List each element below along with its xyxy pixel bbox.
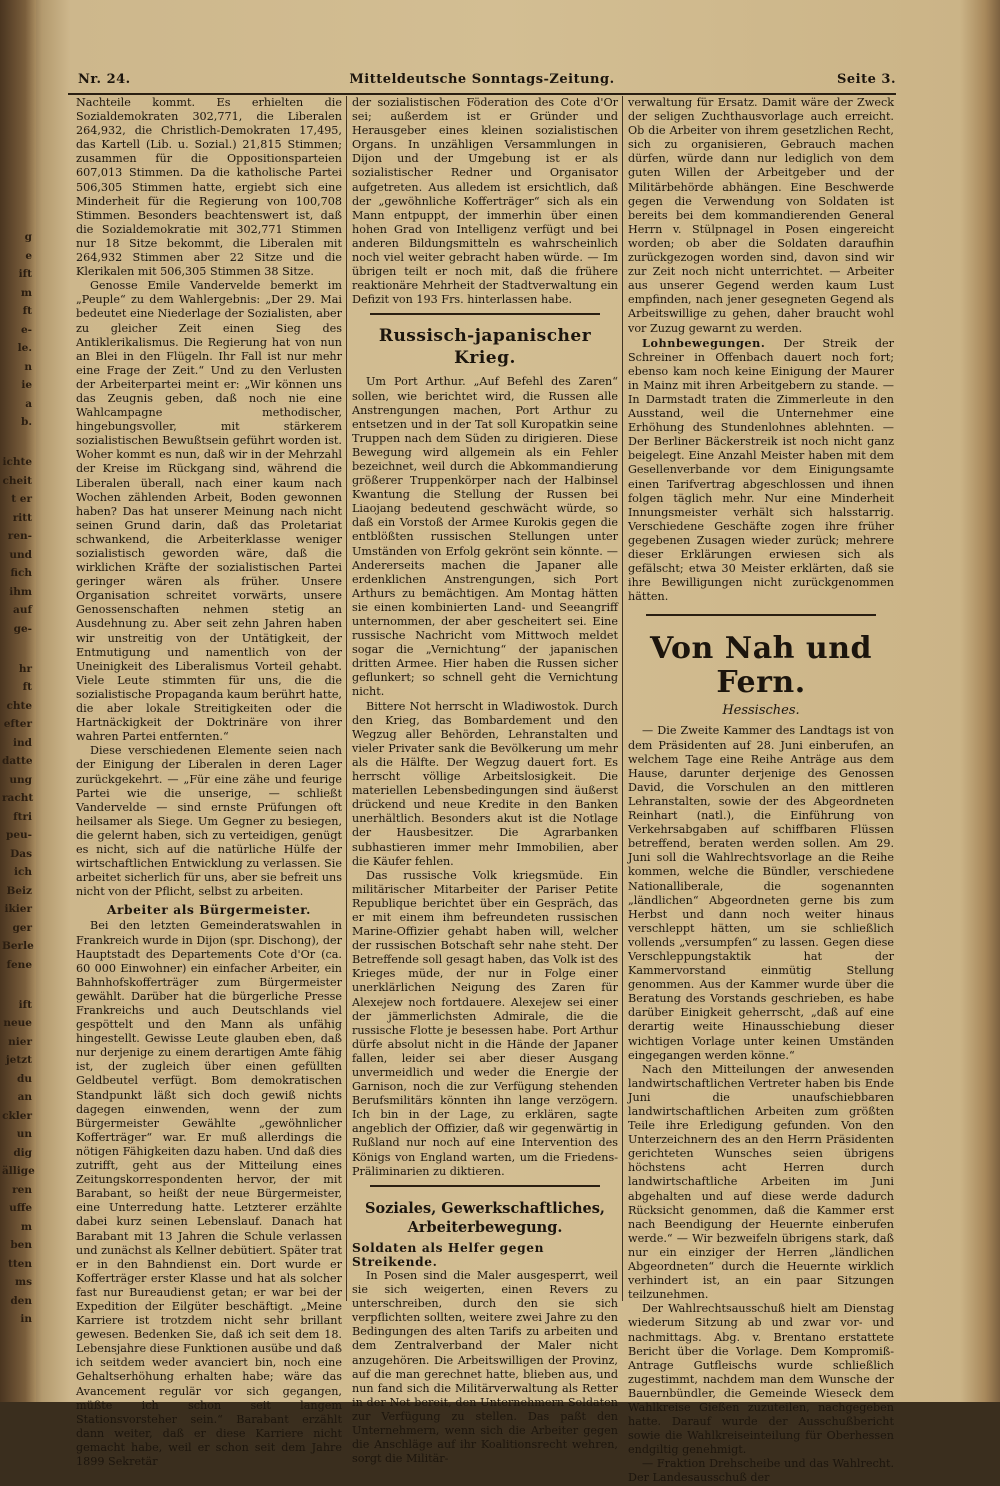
spine-text-fragment: neue <box>3 1017 32 1029</box>
column-1 <box>76 96 342 1468</box>
spine-text-fragment: b. <box>21 416 32 428</box>
spine-text-fragment: ift <box>18 998 32 1011</box>
spine-text-fragment: den <box>10 1294 32 1307</box>
col1-paragraph-3: Diese verschiedenen Elemente seien nach der Einigung der Liberalen in deren Lager zurückgekehrt. — „Für eine zähe und feurige Partei wie die unserige, — schließt Vandervelde — sind ernste Prüfungen oft heilsamer als Siege. Um Gegner zu besiegen, die gelernt haben, sich zu verteidigen, genügt es nicht, sich auf die natürliche Hülfe der wirtschaftlichen Entwicklung zu verlassen. Sie arbeitet sicherlich für uns, aber sie befreit uns nicht von der Pflicht, selbst zu arbeiten. <box>76 744 342 899</box>
spine-text-fragment: ms <box>14 1276 32 1288</box>
spine-text-fragment: ich <box>13 866 32 878</box>
spine-text-fragment: ge- <box>13 622 32 635</box>
spine-text-fragment: ftri <box>13 810 32 823</box>
column-2 <box>352 96 618 1466</box>
spine-text-fragment: un <box>16 1128 32 1140</box>
spine-text-fragment: tten <box>7 1257 32 1270</box>
section-heading-krieg: Russisch-japanischer Krieg. <box>378 326 592 369</box>
col2-paragraph-4: Das russische Volk kriegsmüde. Ein militärischer Mitarbeiter der Pariser Petite Republique berichtet über ein Gespräch, das er mit einem ihm befreundeten russischen Marine-Offizier gehabt haben will, welcher der russischen Botschaft sehr nahe steht. Der Betreffende soll gesagt haben, das Volk ist des Krieges müde, der nur in Folge einer unerklärlichen Neigung des Zaren für Alexejew noch fortdauere. Alexejew sei einer der jämmerlichsten Admirale, die die russische Flotte je besessen habe. Port Arthur dürfe absolut nicht in die Hände der Japaner fallen, leider sei aber dieser Ausgang unvermeidlich und weder die Energie der Garnison, noch die zur Verfügung stehenden Berufsmilitärs könnten ihn lange verzögern. Ich bin in der Lage, zu erklären, sagte angeblich der Offizier, daß wir gegenwärtig in Rußland nur noch auf eine Intervention des Königs von England warten, um die Friedens-Präliminarien zu diktieren. <box>352 868 618 1178</box>
spine-text-fragment: efter <box>3 718 32 730</box>
spine-text-fragment: auf <box>13 604 32 616</box>
subsection-hessisches: Hessisches. <box>722 703 800 719</box>
col2-paragraph-1: der sozialistischen Föderation des Cote d'Or sei; außerdem ist er Gründer und Herausgeber eines kleinen sozialistischen Organs. In unzähligen Versammlungen in Dijon und der Umgebung ist er als sozialistischer Redner und Organisator aufgetreten. Aus alledem ist ersichtlich, daß der „gewöhnliche Kofferträger“ sich als ein Mann entpuppt, der immerhin über einen hohen Grad von Intelligenz verfügt und bei anderen Bildungsmitteln es wahrscheinlich noch viel weiter gebracht haben würde. — Im übrigen teilt er noch mit, daß die frühere reaktionäre Mehrheit der Stadtverwaltung ein Defizit von 193 Frs. hinterlassen habe. <box>352 96 618 307</box>
col2-paragraph-5: In Posen sind die Maler ausgesperrt, weil sie sich weigerten, einen Revers zu unterschreiben, durch den sie sich verpflichten sollten, weitere zwei Jahre zu den Bedingungen des alten Tarifs zu arbeiten und dem Zentralverband der Maler nicht anzugehören. Die Arbeitswilligen der Provinz, auf die man gerechnet hatte, blieben aus, und nun fand sich die Militärverwaltung als Retter in der Not bereit, den Unternehmern Soldaten zur Verfügung zu stellen. Das paßt den Unternehmern, wenn sich die Arbeiter gegen die Anschläge auf ihr Koalitionsrecht wehren, sorgt die Militär- <box>352 1268 618 1466</box>
spine-text-fragment: ällige <box>2 1165 35 1177</box>
spine-text-fragment: an <box>17 1091 32 1103</box>
spine-text-fragment: ft <box>22 681 32 693</box>
spine-text-fragment: ben <box>10 1239 32 1251</box>
col2-paragraph-2: Um Port Arthur. „Auf Befehl des Zaren“ sollen, wie berichtet wird, die Russen alle Anstrengungen machen, Port Arthur zu entsetzen und in der Tat soll Kuropatkin seine Truppen nach dem Süden zu dirigieren. Diese Bewegung wird allgemein als ein Fehler bezeichnet, weil durch die Abkommandierung größerer Truppenkörper nach der Halbinsel Kwantung die Stellung der Russen bei Liaojang bedeutend geschwächt würde, so daß ein Vorstoß der Armee Kurokis gegen die entblößten russischen Stellungen unter Umständen von Erfolg gekrönt sein könnte. — Andererseits machen die Japaner alle erdenklichen Anstrengungen, sich Port Arthurs zu bemächtigen. Am Montag hätten sie einen kombinierten Land- und Seeangriff unternommen, der aber gescheitert sei. Eine russische Nachricht vom Mittwoch meldet sogar die „Vernichtung“ der japanischen dritten Armee. Hier haben die Russen sicher geflunkert; so schnell geht die Vernichtung nicht. <box>352 375 618 699</box>
spine-text-fragment: ritt <box>12 511 32 524</box>
spine-text-fragment: g <box>24 231 32 243</box>
spine-text-fragment: a <box>25 397 32 410</box>
spine-text-fragment: ckler <box>2 1109 32 1122</box>
section-rule <box>370 1185 600 1187</box>
spine-text-fragment: le. <box>17 342 32 354</box>
spine-text-fragment: ichte <box>2 456 32 468</box>
spine-text-fragment: m <box>20 286 32 299</box>
spine-text-fragment: racht <box>2 792 34 804</box>
spine-text-fragment: Beiz <box>6 884 32 897</box>
section-heading-soziales: Soziales, Gewerkschaftliches, Arbeiterbewegung. <box>365 1199 605 1236</box>
section-title-nah-fern: Von Nah und Fern. <box>649 631 872 701</box>
spine-text-fragment: e <box>25 249 32 262</box>
section-rule <box>370 313 600 315</box>
spine-text-fragment: nier <box>8 1035 32 1048</box>
spine-text-fragment: cheit <box>2 474 32 487</box>
spine-text-fragment: ger <box>12 921 32 934</box>
col3-paragraph-6: — Fraktion Drehscheibe und das Wahlrecht. Der Landesausschuß der <box>628 1457 894 1485</box>
spine-text-fragment: datte <box>2 755 33 767</box>
spine-text-fragment: chte <box>6 699 32 712</box>
spine-text-fragment: ind <box>13 736 32 749</box>
spine-text-fragment: t er <box>11 493 32 505</box>
col1-paragraph-2: Genosse Emile Vandervelde bemerkt im „Peuple“ zu dem Wahlergebnis: „Der 29. Mai bedeutet eine Niederlage der Sozialisten, aber zu gleicher Zeit einen Sieg des Antiklerikalismus. Die Regierung hat von nun an Blei in den Flügeln. Ihr Fall ist nur mehr eine Frage der Zeit.“ Und zu den Verlusten der Arbeiterpartei meint er: „Wir können uns das Zeugnis geben, daß noch nie eine Wahlcampagne methodischer, hingebungsvoller, mit stärkerem sozialistischen Bewußtsein geführt worden ist. Woher kommt es nun, daß wir in der Mehrzahl der Kreise im Rückgang sind, während die Liberalen überall, nach einer kaum nach Wochen zählenden Arbeit, Boden gewonnen haben? Das hat unserer Meinung nach nicht seinen Grund darin, daß das Proletariat schwankend, die Arbeiterklasse weniger sozialistisch geworden wäre, daß die wirklichen Kräfte der sozialistischen Partei geringer wären als früher. Unsere Organisation schreitet vorwärts, unsere Genossenschaften nehmen stetig an Ausdehnung zu. Aber seit zehn Jahren haben wir unstreitig von der Untätigkeit, der Entmutigung und namentlich von der Uneinigkeit des Liberalismus Vorteil gehabt. Viele Leute stimmten für uns, die die sozialistische Propaganda kaum berührt hatte, die aber lokale Streitigkeiten oder die Hartnäckigkeit der Doktrinäre von ihrer wahren Partei entfernten.“ <box>76 279 342 744</box>
section-rule <box>646 614 876 616</box>
spine-text-fragment: e- <box>20 323 32 336</box>
col1-paragraph-1: Nachteile kommt. Es erhielten die Sozialdemokraten 302,771, die Liberalen 264,932, die Christlich-Demokraten 17,495, das Kartell (Lib. u. Sozial.) 21,815 Stimmen; zusammen für die Oppositionsparteien 607,013 Stimmen. Da die katholische Partei 506,305 Stimmen hatte, ergiebt sich eine Minderheit für die Regierung von 100,708 Stimmen. Besonders beachtenswert ist, daß die Sozialdemokratie mit 302,771 Stimmen nur 18 Sitze bekommt, die Liberalen mit 264,932 Stimmen aber 22 Sitze und die Klerikalen mit 506,305 Stimmen 38 Sitze. <box>76 96 342 279</box>
col1-heading-buergermeister: Arbeiter als Bürgermeister. <box>106 903 311 918</box>
col3-paragraph-5: Der Wahlrechtsausschuß hielt am Dienstag wiederum Sitzung ab und zwar vor- und nachmittags. Abg. v. Brentano erstattete Bericht über die Vorlage. Dem Kompromiß-Antrage Gutfleischs wurde schließlich zugestimmt, nachdem man dem Wunsche der Bauernbündler, die Gemeinde Wieseck dem Wahlkreise Gießen zuzuteilen, nachgegeben hatte. Darauf wurde der Ausschußbericht sowie die Wahlkreiseinteilung für Oberhessen endgiltig genehmigt. <box>628 1302 894 1457</box>
newspaper-page <box>68 66 896 1485</box>
newspaper-title: Mitteldeutsche Sonntags-Zeitung. <box>349 72 615 87</box>
header-rule <box>68 93 896 95</box>
spine-text-fragment: peu- <box>5 829 32 841</box>
spine-text-fragment: ihm <box>9 585 32 598</box>
col2-heading-soldaten: Soldaten als Helfer gegen Streikende. <box>352 1240 545 1269</box>
adjacent-page-margin <box>0 0 36 1402</box>
spine-text-fragment: ung <box>9 773 32 786</box>
column-divider-2 <box>622 96 623 1301</box>
lohnbewegungen-lead: Lohnbewegungen. <box>642 335 766 350</box>
col3-paragraph-2 <box>628 336 894 605</box>
spine-text-fragment: ren- <box>7 530 32 542</box>
spine-text-fragment: hr <box>18 662 32 675</box>
spine-text-fragment: ikier <box>4 903 32 915</box>
spine-text-fragment: n <box>24 360 32 373</box>
spine-text-fragment: ie <box>21 379 32 391</box>
spine-text-fragment: fene <box>6 958 32 971</box>
spine-text-fragment: ift <box>18 268 32 280</box>
col1-paragraph-4: Bei den letzten Gemeinderatswahlen in Frankreich wurde in Dijon (spr. Dischong), der Hauptstadt des Departements Cote d'Or (ca. 60 000 Einwohner) ein einfacher Arbeiter, ein Bahnhofskofferträger zum Bürgermeister gewählt. Darüber hat die bürgerliche Presse Frankreichs und auch Deutschlands viel gespöttelt und den Mann als unfähig hingestellt. Gewisse Leute glauben eben, daß nur derjenige zu einem derartigen Amte fähig ist, der zugleich über einen gefüllten Geldbeutel verfügt. Bom demokratischen Standpunkt läßt sich doch gewiß nichts dagegen einwenden, wenn der zum Bürgermeister Gewählte „gewöhnlicher Kofferträger“ war. Er muß allerdings die nötigen Fähigkeiten dazu haben. Und daß dies zutrifft, geht aus der Mitteilung eines Zeitungskorrespondenten hervor, der mit Barabant, so heißt der neue Bürgermeister, eine Unterredung hatte. Letzterer erzählte dabei kurz seinen Lebenslauf. Danach hat Barabant mit 13 Jahren die Schule verlassen und zunächst als Kellner debütiert. Später trat er in den Bahndienst ein. Dort wurde er Kofferträger erster Klasse und hat als solcher fast nur Bureaudienst getan; er war bei der Expedition der Eilgüter beschäftigt. „Meine Karriere ist trotzdem nicht sehr brillant gewesen. Bedenken Sie, daß ich seit dem 18. Lebensjahre diese Funktionen ausübe und daß ich seitdem weder avanciert bin, noch eine Gehaltserhöhung erhalten habe; wäre das Avancement regulär vor sich gegangen, müßte ich schon seit langem Stationsvorsteher sein.“ Barabant erzählt dann weiter, daß er diese Karriere nicht gemacht habe, weil er schon seit dem Jahre 1899 Sekretär <box>76 919 342 1468</box>
issue-number: Nr. 24. <box>78 72 131 87</box>
lohnbewegungen-text: Der Streik der Schreiner in Offenbach dauert noch fort; ebenso kam noch keine Einigung der Maurer in Mainz mit ihren Arbeitgebern zu stande. — In Darmstadt traten die Zimmerleute in den Ausstand, weil die Unternehmer eine Erhöhung des Stundenlohnes ablehnten. — Der Berliner Bäckerstreik ist noch nicht ganz beigelegt. Eine Anzahl Meister haben mit dem Gesellenverbande vor dem Einigungsamte einen Tarifvertrag abgeschlossen und ihnen folgen täglich mehr. Nur eine Minderheit Innungsmeister verhält sich halsstarrig. Verschiedene Geschäfte zogen ihre früher gegebenen Zusagen wieder zurück; mehrere dieser Erklärungen erwiesen sich als gefälscht; etwa 30 Meister erklärten, daß sie ihre Bewilligungen nicht zurückgenommen hätten. <box>628 336 894 604</box>
spine-text-fragment: Berle <box>2 940 34 952</box>
spine-text-fragment: fich <box>10 567 32 579</box>
spine-text-fragment: jetzt <box>5 1054 32 1066</box>
spine-text-fragment: uffe <box>9 1202 32 1214</box>
spine-text-fragment: Das <box>10 847 32 860</box>
col3-paragraph-1: verwaltung für Ersatz. Damit wäre der Zweck der seligen Zuchthausvorlage auch erreicht. Ob die Arbeiter von ihrem gesetzlichen Recht, sich zu organisieren, Gebrauch machen dürfen, würde dann nur lediglich von dem guten Willen der Arbeitgeber und der Militärbehörde abhängen. Eine Beschwerde gegen die Verwendung von Soldaten ist bereits bei dem kommandierenden General Herrn v. Stülpnagel in Posen eingereicht worden; ob aber die Soldaten daraufhin zurückgezogen worden sind, davon sind wir zur Zeit noch nicht unterrichtet. — Arbeiter aus unserer Gegend werden kaum Lust empfinden, nach jener gesegneten Gegend als Arbeitswillige zu gehen, daher braucht wohl vor Zuzug gewarnt zu werden. <box>628 96 894 335</box>
col3-paragraph-4: Nach den Mitteilungen der anwesenden landwirtschaftlichen Vertreter haben bis Ende Juni die unaufschiebbaren landwirtschaftlichen Arbeiten zum größten Teile ihre Erledigung gefunden. Von den Unterzeichnern des an den Herrn Präsidenten gerichteten Wunsches seien übrigens höchstens acht Herren durch landwirtschaftliche Arbeiten im Juni abgehalten und auf diese werde dadurch Rücksicht genommen, daß die Kammer erst nach Beendigung der Heuernte einberufen werde.“ — Wir bezweifeln übrigens stark, daß nur ein einziger der Herren „ländlichen Abgeordneten“ durch die Heuernte wirklich verhindert ist, an ein paar Sitzungen teilzunehmen. <box>628 1062 894 1302</box>
spine-text-fragment: du <box>17 1072 32 1085</box>
column-3 <box>628 96 894 1485</box>
spine-text-fragment: und <box>9 548 32 561</box>
spine-text-fragment: ren <box>12 1183 32 1196</box>
col2-paragraph-3: Bittere Not herrscht in Wladiwostok. Durch den Krieg, das Bombardement und den Wegzug aller Behörden, Lehranstalten und vieler Privater sank die Bevölkerung um mehr als die Hälfte. Der Wegzug dauert fort. Es herrscht völlige Arbeitslosigkeit. Die materiellen Lebensbedingungen sind äußerst drückend und neue Kredite in den Banken unerhältlich. Besonders akut ist die Notlage der Hausbesitzer. Die Agrarbanken subhastieren immer mehr Immobilien, aber die Käufer fehlen. <box>352 699 618 868</box>
col3-paragraph-3: — Die Zweite Kammer des Landtags ist von dem Präsidenten auf 28. Juni einberufen, an welchem Tage eine Reihe Anträge aus dem Hause, darunter derjenige des Genossen David, die Vorschulen an den mittleren Lehranstalten, sowie der des Abgeordneten Reinhart (natl.), die Einführung von Verkehrsabgaben auf schiffbaren Flüssen betreffend, beraten werden sollen. Am 29. Juni soll die Wahlrechtsvorlage an die Reihe kommen, welche die Bündler, verschiedene Nationalliberale, die sogenannten „ländlichen“ Abgeordneten gerne bis zum Herbst und dann noch weiter hinaus verschleppt hätten, um sie schließlich vollends „versumpfen“ zu lassen. Gegen diese Verschleppungstaktik hat der Kammervorstand einmütig Stellung genommen. Aus der Kammer wurde über die Beratung des Vorstands geschrieben, es habe darüber Einigkeit geherrscht, „daß auf eine derartig weite Hinausschiebung dieser wichtigen Vorlage unter keinen Umständen eingegangen werden könne.“ <box>628 724 894 1062</box>
spine-text-fragment: in <box>20 1313 32 1325</box>
spine-text-fragment: m <box>20 1220 32 1233</box>
spine-text-fragment: ft <box>22 305 32 317</box>
column-divider-1 <box>346 96 347 1301</box>
page-number: Seite 3. <box>837 72 896 87</box>
running-header <box>68 72 896 92</box>
spine-text-fragment: dig <box>13 1146 32 1159</box>
